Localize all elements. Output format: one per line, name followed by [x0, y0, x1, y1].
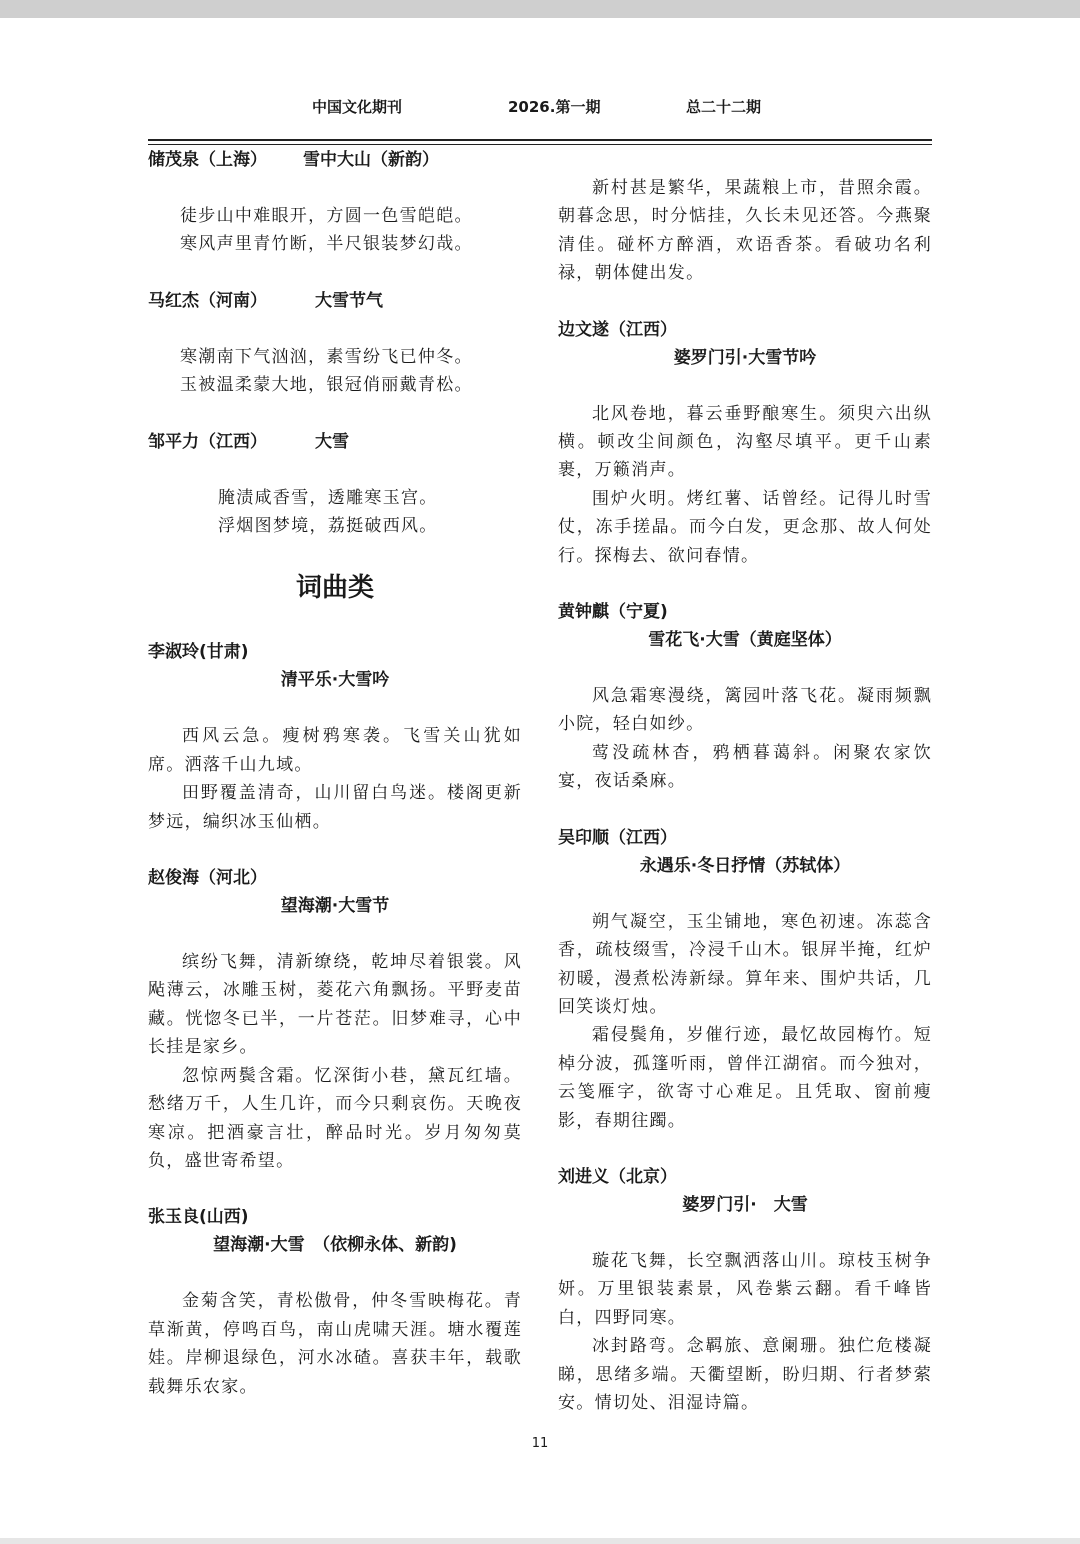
- poem-text: [148, 202, 522, 259]
- ci-text: [148, 722, 522, 836]
- ci-author: 赵俊海（河北）: [148, 868, 267, 889]
- ci-text: [558, 400, 932, 570]
- ci-title: 永遇乐·冬日抒情（苏轼体）: [639, 855, 851, 876]
- ci-author: 张玉良(山西): [148, 1207, 249, 1228]
- total-issue-label: 总二十二期: [686, 98, 762, 116]
- ci-paragraph: 璇花飞舞，长空飘洒落山川。琼枝玉树争妍。万里银装素景，风卷紫云翻。看千峰皆白，四野同寒。: [558, 1250, 932, 1328]
- journal-name: 中国文化期刊: [312, 98, 403, 116]
- poem-line: 寒风声里青竹断，半尺银装梦幻哉。: [180, 234, 473, 255]
- ci-paragraph: 风急霜寒漫绕，篱园叶落飞花。凝雨频飘小院，轻白如纱。: [558, 686, 932, 735]
- ci-author: 吴印顺（江西）: [558, 827, 677, 848]
- ci-author: 李淑玲(甘肃): [148, 642, 249, 663]
- left-column: [148, 146, 522, 1429]
- poem-heading: [148, 146, 522, 174]
- ci-paragraph: 西风云急。瘦树鸦寒袭。飞雪关山犹如席。洒落千山九域。: [148, 726, 522, 775]
- poem-block: [148, 287, 522, 400]
- ci-block: [558, 1163, 932, 1417]
- section-title: 词曲类: [295, 573, 374, 604]
- ci-author: 边文遂（江西）: [558, 319, 677, 340]
- ci-block: [558, 316, 932, 570]
- ci-text: [558, 908, 932, 1135]
- poem-heading: [148, 428, 522, 456]
- poem-author: 马红杰（河南）: [148, 290, 267, 311]
- ci-continuation: [558, 174, 932, 288]
- ci-title: 婆罗门引·大雪节吟: [673, 347, 817, 368]
- ci-paragraph: 朔气凝空，玉尘铺地，寒色初速。冻蕊含香，疏枝缀雪，冷浸千山木。银屏半掩，红炉初暖，漫煮松涛新绿。算年来、围炉共话，几回笑谈灯烛。: [558, 911, 932, 1017]
- ci-block: [148, 1203, 522, 1401]
- ci-block: [558, 598, 932, 796]
- ci-paragraph: 忽惊两鬓含霜。忆深街小巷，黛瓦红墙。愁绪万千，人生几许，而今只剩哀伤。天晚夜寒凉。把酒豪言壮，醉品时光。岁月匆匆莫负，盛世寄希望。: [148, 1065, 522, 1171]
- ci-text: [558, 1247, 932, 1417]
- poem-line: 寒潮南下气汹汹，素雪纷飞已仲冬。: [180, 346, 473, 367]
- poem-text: [148, 484, 522, 541]
- ci-paragraph: 冰封路弯。念羁旅、意阑珊。独伫危楼凝睇，思绪多端。天衢望断，盼归期、行者梦萦安。情切处、泪湿诗篇。: [558, 1336, 932, 1413]
- page-number: 11: [531, 1436, 549, 1451]
- ci-title: 望海潮·大雪节: [280, 896, 390, 917]
- ci-author: 刘进义（北京）: [558, 1166, 677, 1187]
- ci-text: [558, 682, 932, 796]
- poem-line: 腌渍咸香雪，透雕寒玉宫。: [218, 487, 438, 508]
- ci-paragraph: 新村甚是繁华，果蔬粮上市，昔照余霞。朝暮念思，时分惦挂，久长未见还答。今燕聚清佳。碰杯方醉酒，欢语香茶。看破功名利禄，朝体健出发。: [558, 178, 932, 284]
- ci-paragraph: 缤纷飞舞，清新缭绕，乾坤尽着银裳。风飐薄云，冰雕玉树，菱花六角飘扬。平野麦苗藏。恍惚冬已半，一片苍茫。旧梦难寻，心中长挂是家乡。: [148, 952, 522, 1058]
- right-column: [558, 146, 932, 1445]
- ci-text: [558, 174, 932, 288]
- ci-paragraph: 金菊含笑，青松傲骨，仲冬雪映梅花。青草渐黄，停鸣百鸟，南山虎啸天涯。塘水覆莲娃。岸柳退绿色，河水冰碴。喜获丰年，载歌载舞乐农家。: [148, 1291, 522, 1397]
- ci-paragraph: 田野覆盖清奇，山川留白鸟迷。楼阁更新梦远，编织冰玉仙栖。: [148, 783, 522, 832]
- ci-text: [148, 1287, 522, 1401]
- poem-title: 雪中大山（新韵）: [303, 150, 439, 170]
- ci-paragraph: 莺没疏林杳，鸦栖暮蔼斜。闲聚农家饮宴，夜话桑麻。: [558, 742, 932, 792]
- poem-heading: [148, 287, 522, 315]
- ci-title: 雪花飞·大雪（黄庭坚体）: [648, 630, 842, 651]
- poem-text: [148, 343, 522, 400]
- ci-paragraph: 围炉火明。烤红薯、话曾经。记得儿时雪仗，冻手搓晶。而今白发，更念那、故人何处行。探梅去、欲问春情。: [558, 488, 932, 566]
- ci-text: [148, 948, 522, 1175]
- ci-author: 黄钟麒（宁夏): [558, 602, 668, 623]
- poem-line: 徒步山中难眼开，方圆一色雪皑皑。: [180, 206, 473, 226]
- header-rule-thin: [148, 144, 932, 145]
- ci-block: [148, 638, 522, 836]
- poem-line: 浮烟图梦境，荔挺破西风。: [218, 516, 438, 537]
- ci-block: [148, 864, 522, 1175]
- poem-author: 邹平力（江西）: [148, 431, 267, 452]
- poem-block: [148, 146, 522, 259]
- bottom-scan-border: [0, 1538, 1080, 1544]
- header-rule-thick: [148, 139, 932, 141]
- poem-author: 储茂泉（上海）: [148, 150, 267, 170]
- ci-title: 望海潮·大雪 （依柳永体、新韵): [213, 1235, 457, 1256]
- ci-title: 婆罗门引· 大雪: [682, 1194, 808, 1215]
- poem-title: 大雪: [315, 431, 349, 452]
- ci-paragraph: 北风卷地，暮云垂野酿寒生。须臾六出纵横。顿改尘间颜色，沟壑尽填平。更千山素裹，万籁消声。: [558, 403, 932, 481]
- poem-title: 大雪节气: [315, 290, 383, 311]
- poem-line: 玉被温柔蒙大地，银冠俏丽戴青松。: [180, 375, 473, 396]
- poem-block: [148, 428, 522, 541]
- issue-label: 2026.第一期: [508, 98, 601, 116]
- ci-title: 清平乐·大雪吟: [280, 670, 390, 691]
- ci-block: [558, 824, 932, 1135]
- ci-paragraph: 霜侵鬓角，岁催行迹，最忆故园梅竹。短棹分波，孤篷听雨，曾伴江湖宿。而今独对，云笺雁字，欲寄寸心难足。且凭取、窗前瘦影，春期往躅。: [558, 1025, 932, 1131]
- top-scan-border: [0, 0, 1080, 18]
